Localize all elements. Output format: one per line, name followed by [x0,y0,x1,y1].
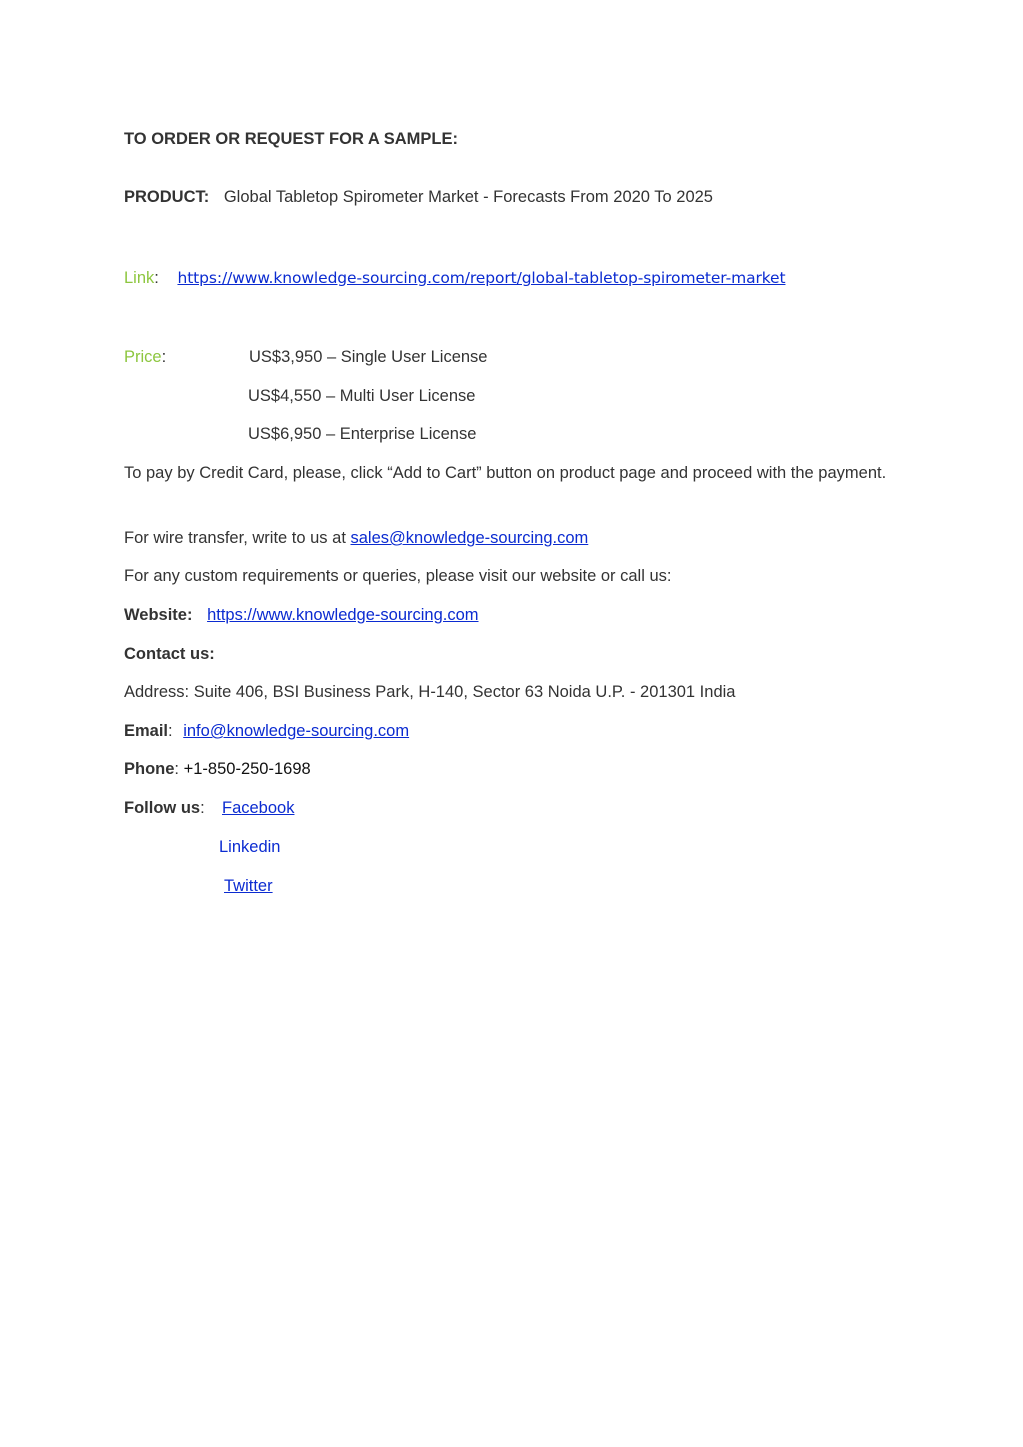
follow-colon: : [200,799,205,817]
email-label: Email [124,722,169,740]
price-colon: : [161,348,167,366]
link-colon: : [154,269,159,287]
sales-email-link[interactable]: sales@knowledge-sourcing.com [350,529,589,547]
info-email-link[interactable]: info@knowledge-sourcing.com [183,722,410,740]
link-line [124,270,785,287]
page-heading: TO ORDER OR REQUEST FOR A SAMPLE: [124,130,458,148]
price-option-enterprise: US$6,950 – Enterprise License [248,425,477,443]
report-link[interactable]: https://www.knowledge-sourcing.com/report/global-tabletop-spirometer-market [177,269,786,287]
custom-requirements-text: For any custom requirements or queries, please visit our website or call us: [124,567,672,585]
product-label: PRODUCT: [124,188,210,206]
price-label: Price [124,348,162,366]
facebook-link[interactable]: Facebook [222,799,295,817]
address-text: Address: Suite 406, BSI Business Park, H-140, Sector 63 Noida U.P. - 201301 India [124,683,736,701]
phone-colon: : [174,760,180,778]
email-line [124,723,409,740]
product-line [124,189,713,206]
contact-heading: Contact us: [124,645,215,663]
phone-number: +1-850-250-1698 [183,760,311,778]
follow-line [124,800,205,817]
credit-card-instructions: To pay by Credit Card, please, click “Add to Cart” button on product page and proceed with the payment. [124,464,887,482]
link-label: Link [124,269,155,287]
website-label: Website: [124,606,193,624]
linkedin-link[interactable]: Linkedin [219,838,281,856]
price-option-multi: US$4,550 – Multi User License [248,387,476,405]
website-link[interactable]: https://www.knowledge-sourcing.com [207,606,479,624]
price-line [124,349,166,366]
phone-line [124,761,311,778]
phone-label: Phone [124,760,175,778]
follow-label: Follow us [124,799,201,817]
product-name: Global Tabletop Spirometer Market - Forecasts From 2020 To 2025 [223,188,713,206]
website-line [124,607,479,624]
twitter-link[interactable]: Twitter [224,877,273,895]
wire-transfer-text: For wire transfer, write to us at [124,529,351,547]
email-colon: : [168,722,173,740]
price-option-single: US$3,950 – Single User License [249,348,488,366]
wire-transfer-line [124,530,588,547]
